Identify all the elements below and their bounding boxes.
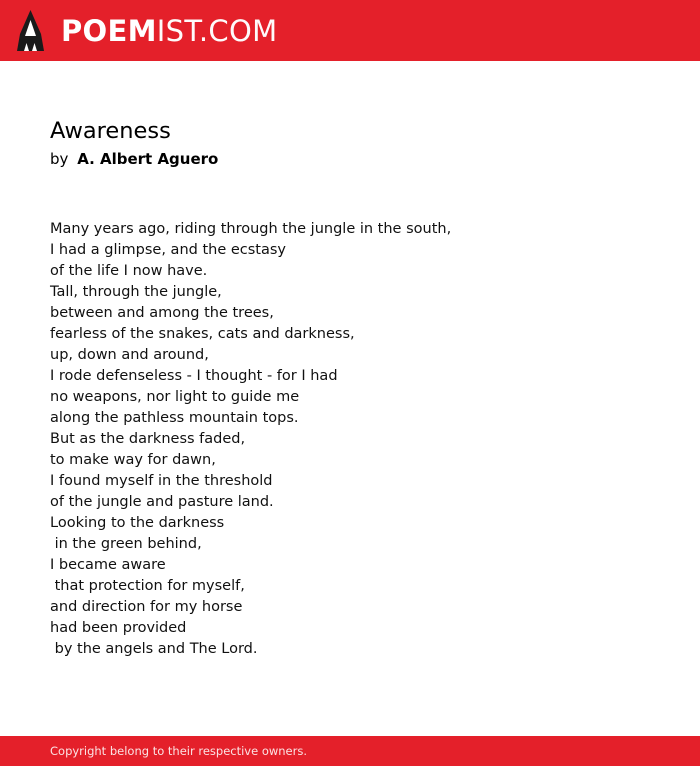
poem-line: had been provided <box>50 620 187 636</box>
poem-line: by the angels and The Lord. <box>50 641 258 657</box>
poem-line: I had a glimpse, and the ecstasy <box>50 242 287 258</box>
logo-text-light: IST.COM <box>156 14 278 48</box>
author-name: A. Albert Aguero <box>77 150 219 168</box>
poem-line: fearless of the snakes, cats and darkness, <box>50 326 355 342</box>
poem-line: along the pathless mountain tops. <box>50 410 299 426</box>
poem-line: I became aware <box>50 557 166 573</box>
by-label: by <box>50 150 69 168</box>
poem-line: in the green behind, <box>50 536 202 552</box>
logo-text-strong: POEM <box>61 14 157 48</box>
poem-line: up, down and around, <box>50 347 209 363</box>
poem-line: Many years ago, riding through the jungle in the south, <box>50 221 452 237</box>
poem-line: of the jungle and pasture land. <box>50 494 274 510</box>
poem-title: Awareness <box>50 118 171 144</box>
poem-line: Tall, through the jungle, <box>50 284 222 300</box>
poem-line: to make way for dawn, <box>50 452 216 468</box>
site-logo[interactable] <box>61 12 277 50</box>
poem-line: Looking to the darkness <box>50 515 225 531</box>
poem-line: no weapons, nor light to guide me <box>50 389 300 405</box>
site-header <box>0 0 700 61</box>
poem-line: I found myself in the threshold <box>50 473 273 489</box>
poem-line: and direction for my horse <box>50 599 243 615</box>
copyright-notice: Copyright belong to their respective owners. <box>50 744 308 758</box>
poem-body <box>50 219 650 660</box>
poem-line: I rode defenseless - I thought - for I had <box>50 368 338 384</box>
site-footer <box>0 736 700 766</box>
poem-line: But as the darkness faded, <box>50 431 246 447</box>
pen-nib-icon[interactable] <box>17 10 44 51</box>
byline <box>50 149 218 169</box>
poem-line: that protection for myself, <box>50 578 245 594</box>
poem-line: of the life I now have. <box>50 263 208 279</box>
poem-line: between and among the trees, <box>50 305 274 321</box>
